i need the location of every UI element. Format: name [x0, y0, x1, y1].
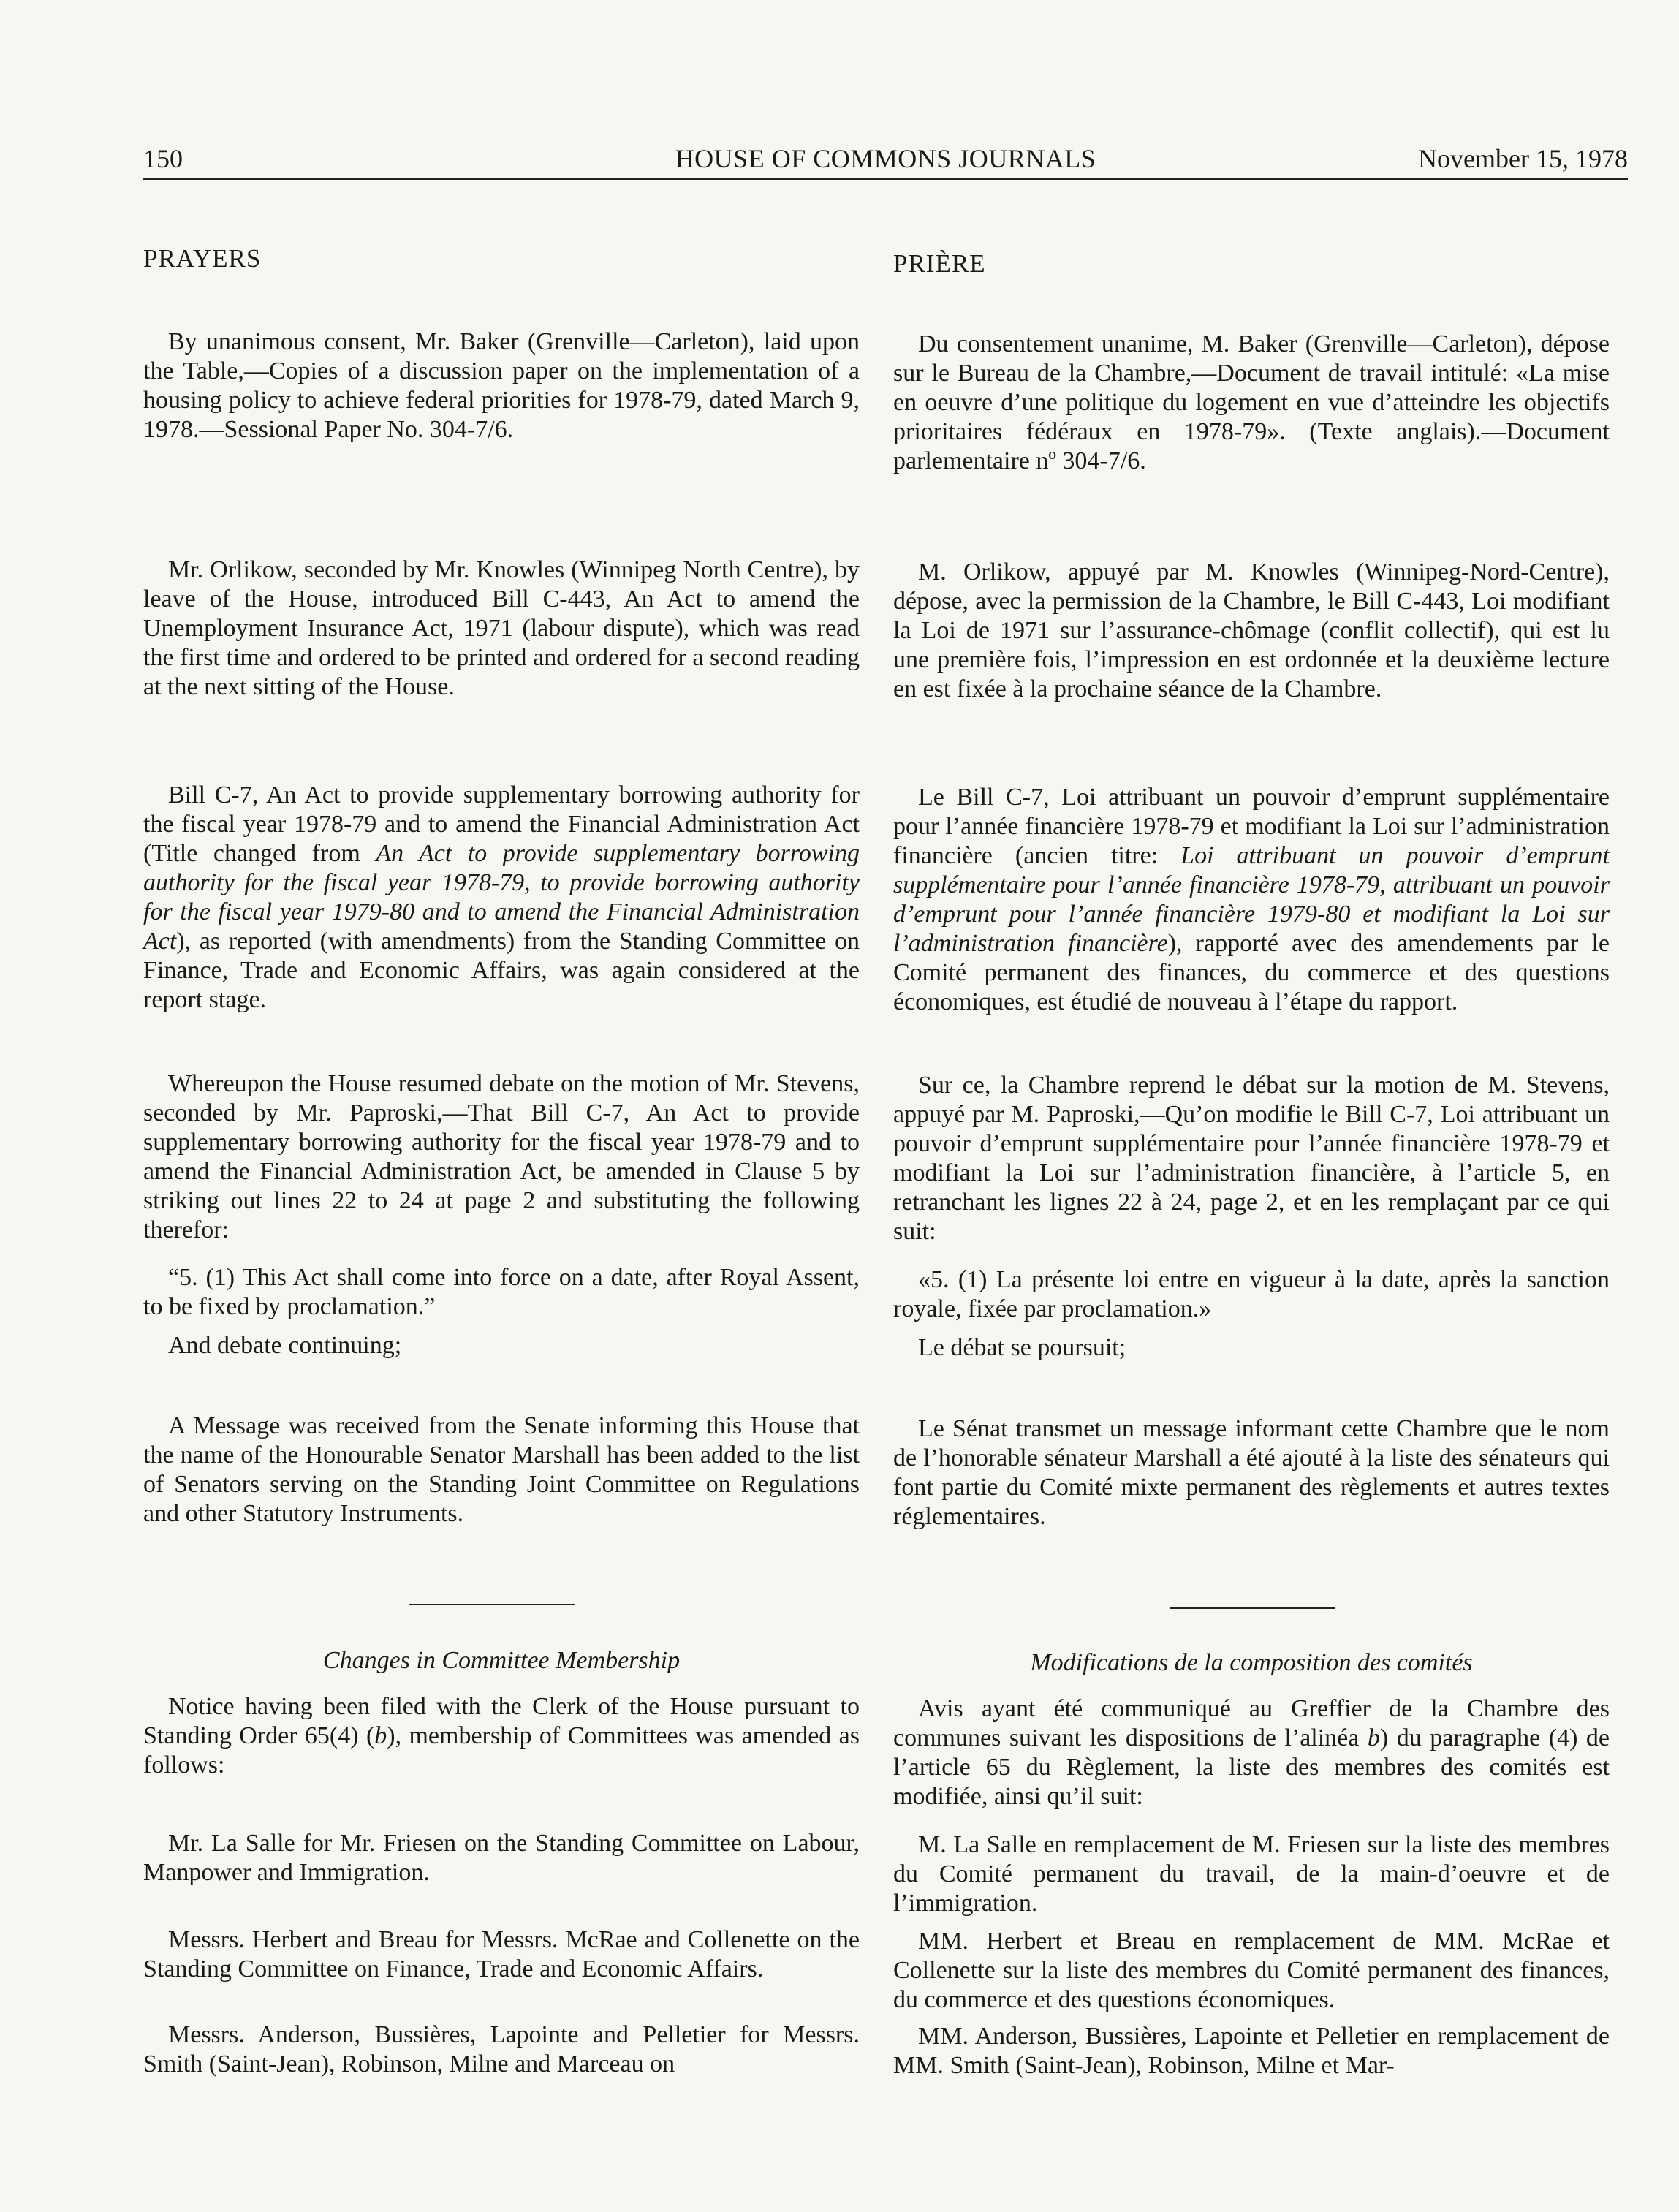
fr-membership-change-1: M. La Salle en remplacement de M. Friesen sur la liste des membres du Comité permanent du travail, de la main-d’oeuvre et de l’immigration.	[893, 1831, 1610, 1917]
en-bill-c7-text-a: Bill C-7, An Act to provide supplementary borrowing authority for the fiscal year 1978-79 and to amend the Financial Administration Act (Title changed from	[143, 781, 860, 867]
en-bill-c7-paragraph	[143, 781, 860, 1015]
en-committee-changes-heading: Changes in Committee Membership	[322, 1647, 681, 1674]
fr-bill-c7-old-title: Loi attribuant un pouvoir d’emprunt supplémentaire pour l’année financière 1978-79, attribuant un pouvoir d’emprunt pour l’année financière 1979-80 et modifiant la Loi sur l’administration financière	[893, 842, 1610, 957]
page-header	[143, 140, 1628, 180]
en-debate-continuing: And debate continuing;	[168, 1332, 402, 1359]
fr-notice-text-c: ) du paragraphe (4) de l’article 65 du Règlement, la liste des membres des comités est modifiée, ainsi qu’il suit:	[893, 1724, 1610, 1810]
en-motion-paragraph: Whereupon the House resumed debate on the motion of Mr. Stevens, seconded by Mr. Paproski,—That Bill C-7, An Act to provide supplementary borrowing authority for the fiscal year 1978-79 and to amend the Financial Administration Act, be amended in Clause 5 by striking out lines 22 to 24 at page 2 and substituting the following therefor:	[143, 1070, 860, 1243]
fr-debate-continuing: Le débat se poursuit;	[918, 1334, 1126, 1361]
fr-bill-c443-paragraph: M. Orlikow, appuyé par M. Knowles (Winnipeg-Nord-Centre), dépose, avec la permission de la Chambre, le Bill C-443, Loi modifiant la Loi de 1971 sur l’assurance-chômage (conflit collectif), qui est lu une première fois, l’impression en est ordonnée et la deuxième lecture en est fixée à la prochaine séance de la Chambre.	[893, 558, 1610, 702]
en-bill-c7-old-title: An Act to provide supplementary borrowing authority for the fiscal year 1978-79, to provide borrowing authority for the fiscal year 1979-80 and to amend the Financial Administration Act	[143, 840, 860, 955]
fr-membership-change-2: MM. Herbert et Breau en remplacement de MM. McRae et Collenette sur la liste des membres du Comité permanent des finances, du commerce et des questions économiques.	[893, 1928, 1610, 2013]
en-tabled-paper-paragraph: By unanimous consent, Mr. Baker (Grenville—Carleton), laid upon the Table,—Copies of a discussion paper on the implementation of a housing policy to achieve federal priorities for 1978-79, dated March 9, 1978.—Sessional Paper No. 304-7/6.	[143, 328, 860, 443]
fr-notice-text-b: b	[1367, 1724, 1380, 1751]
en-bill-c443-paragraph: Mr. Orlikow, seconded by Mr. Knowles (Winnipeg North Centre), by leave of the House, introduced Bill C-443, An Act to amend the Unemployment Insurance Act, 1971 (labour dispute), which was read the first time and ordered to be printed and ordered for a second reading at the next sitting of the House.	[143, 556, 860, 700]
en-senate-message-paragraph: A Message was received from the Senate informing this House that the name of the Honourable Senator Marshall has been added to the list of Senators serving on the Standing Joint Committee on Regulations and other Statutory Instruments.	[143, 1412, 860, 1527]
en-membership-change-1: Mr. La Salle for Mr. Friesen on the Standing Committee on Labour, Manpower and Immigration.	[143, 1830, 860, 1886]
fr-section-divider	[1170, 1607, 1335, 1609]
en-notice-text-a: Notice having been filed with the Clerk of the House pursuant to Standing Order 65(4) (	[143, 1693, 860, 1749]
en-bill-c7-text-c: ), as reported (with amendments) from the Standing Committee on Finance, Trade and Economic Affairs, was again considered at the report stage.	[143, 928, 860, 1013]
fr-quoted-clause: «5. (1) La présente loi entre en vigueur à la date, après la sanction royale, fixée par proclamation.»	[893, 1266, 1610, 1322]
fr-membership-change-3: MM. Anderson, Bussières, Lapointe et Pelletier en remplacement de MM. Smith (Saint-Jean), Robinson, Milne et Mar-	[893, 2023, 1610, 2079]
en-notice-text-b: b	[374, 1722, 387, 1749]
fr-committee-changes-heading: Modifications de la composition des comités	[1030, 1649, 1473, 1676]
en-membership-change-2: Messrs. Herbert and Breau for Messrs. McRae and Collenette on the Standing Committee on Finance, Trade and Economic Affairs.	[143, 1926, 860, 1982]
en-notice-text-c: ), membership of Committees was amended as follows:	[143, 1722, 860, 1779]
fr-tabled-paper-paragraph: Du consentement unanime, M. Baker (Grenville—Carleton), dépose sur le Bureau de la Chambre,—Document de travail intitulé: «La mise en oeuvre d’une politique du logement en vue d’atteindre les objectifs prioritaires fédéraux en 1978-79». (Texte anglais).—Document parlementaire nº 304-7/6.	[893, 330, 1610, 474]
fr-notice-paragraph	[893, 1694, 1610, 1811]
page-number: 150	[143, 144, 183, 173]
en-membership-change-3: Messrs. Anderson, Bussières, Lapointe and Pelletier for Messrs. Smith (Saint-Jean), Robinson, Milne and Marceau on	[143, 2021, 860, 2077]
en-notice-paragraph	[143, 1692, 860, 1780]
en-quoted-clause: “5. (1) This Act shall come into force on a date, after Royal Assent, to be fixed by proclamation.”	[143, 1264, 860, 1320]
fr-bill-c7-text-a: Le Bill C-7, Loi attribuant un pouvoir d’emprunt supplémentaire pour l’année financière 1978-79 et modifiant la Loi sur l’administration financière (ancien titre:	[893, 784, 1610, 869]
en-section-divider	[409, 1604, 575, 1605]
journal-date: November 15, 1978	[1418, 144, 1628, 173]
fr-motion-paragraph: Sur ce, la Chambre reprend le débat sur la motion de M. Stevens, appuyé par M. Paproski,—Qu’on modifie le Bill C-7, Loi attribuant un pouvoir d’emprunt supplémentaire pour l’année financière 1978-79 et modifiant la Loi sur l’administration financière, à l’article 5, en retranchant les lignes 22 à 24, page 2, et en les remplaçant par ce qui suit:	[893, 1072, 1610, 1245]
fr-bill-c7-paragraph	[893, 783, 1610, 1017]
priere-heading: PRIÈRE	[893, 249, 986, 278]
journal-title: HOUSE OF COMMONS JOURNALS	[675, 144, 1096, 173]
fr-bill-c7-text-c: ), rapporté avec des amendements par le Comité permanent des finances, du commerce et des questions économiques, est étudié de nouveau à l’étape du rapport.	[893, 930, 1610, 1015]
fr-notice-text-a: Avis ayant été communiqué au Greffier de la Chambre des communes suivant les dispositions de l’alinéa	[893, 1695, 1610, 1751]
prayers-heading: PRAYERS	[143, 244, 262, 273]
fr-senate-message-paragraph: Le Sénat transmet un message informant cette Chambre que le nom de l’honorable sénateur Marshall a été ajouté à la liste des sénateurs qui font partie du Comité mixte permanent des règlements et autres textes réglementaires.	[893, 1415, 1610, 1530]
